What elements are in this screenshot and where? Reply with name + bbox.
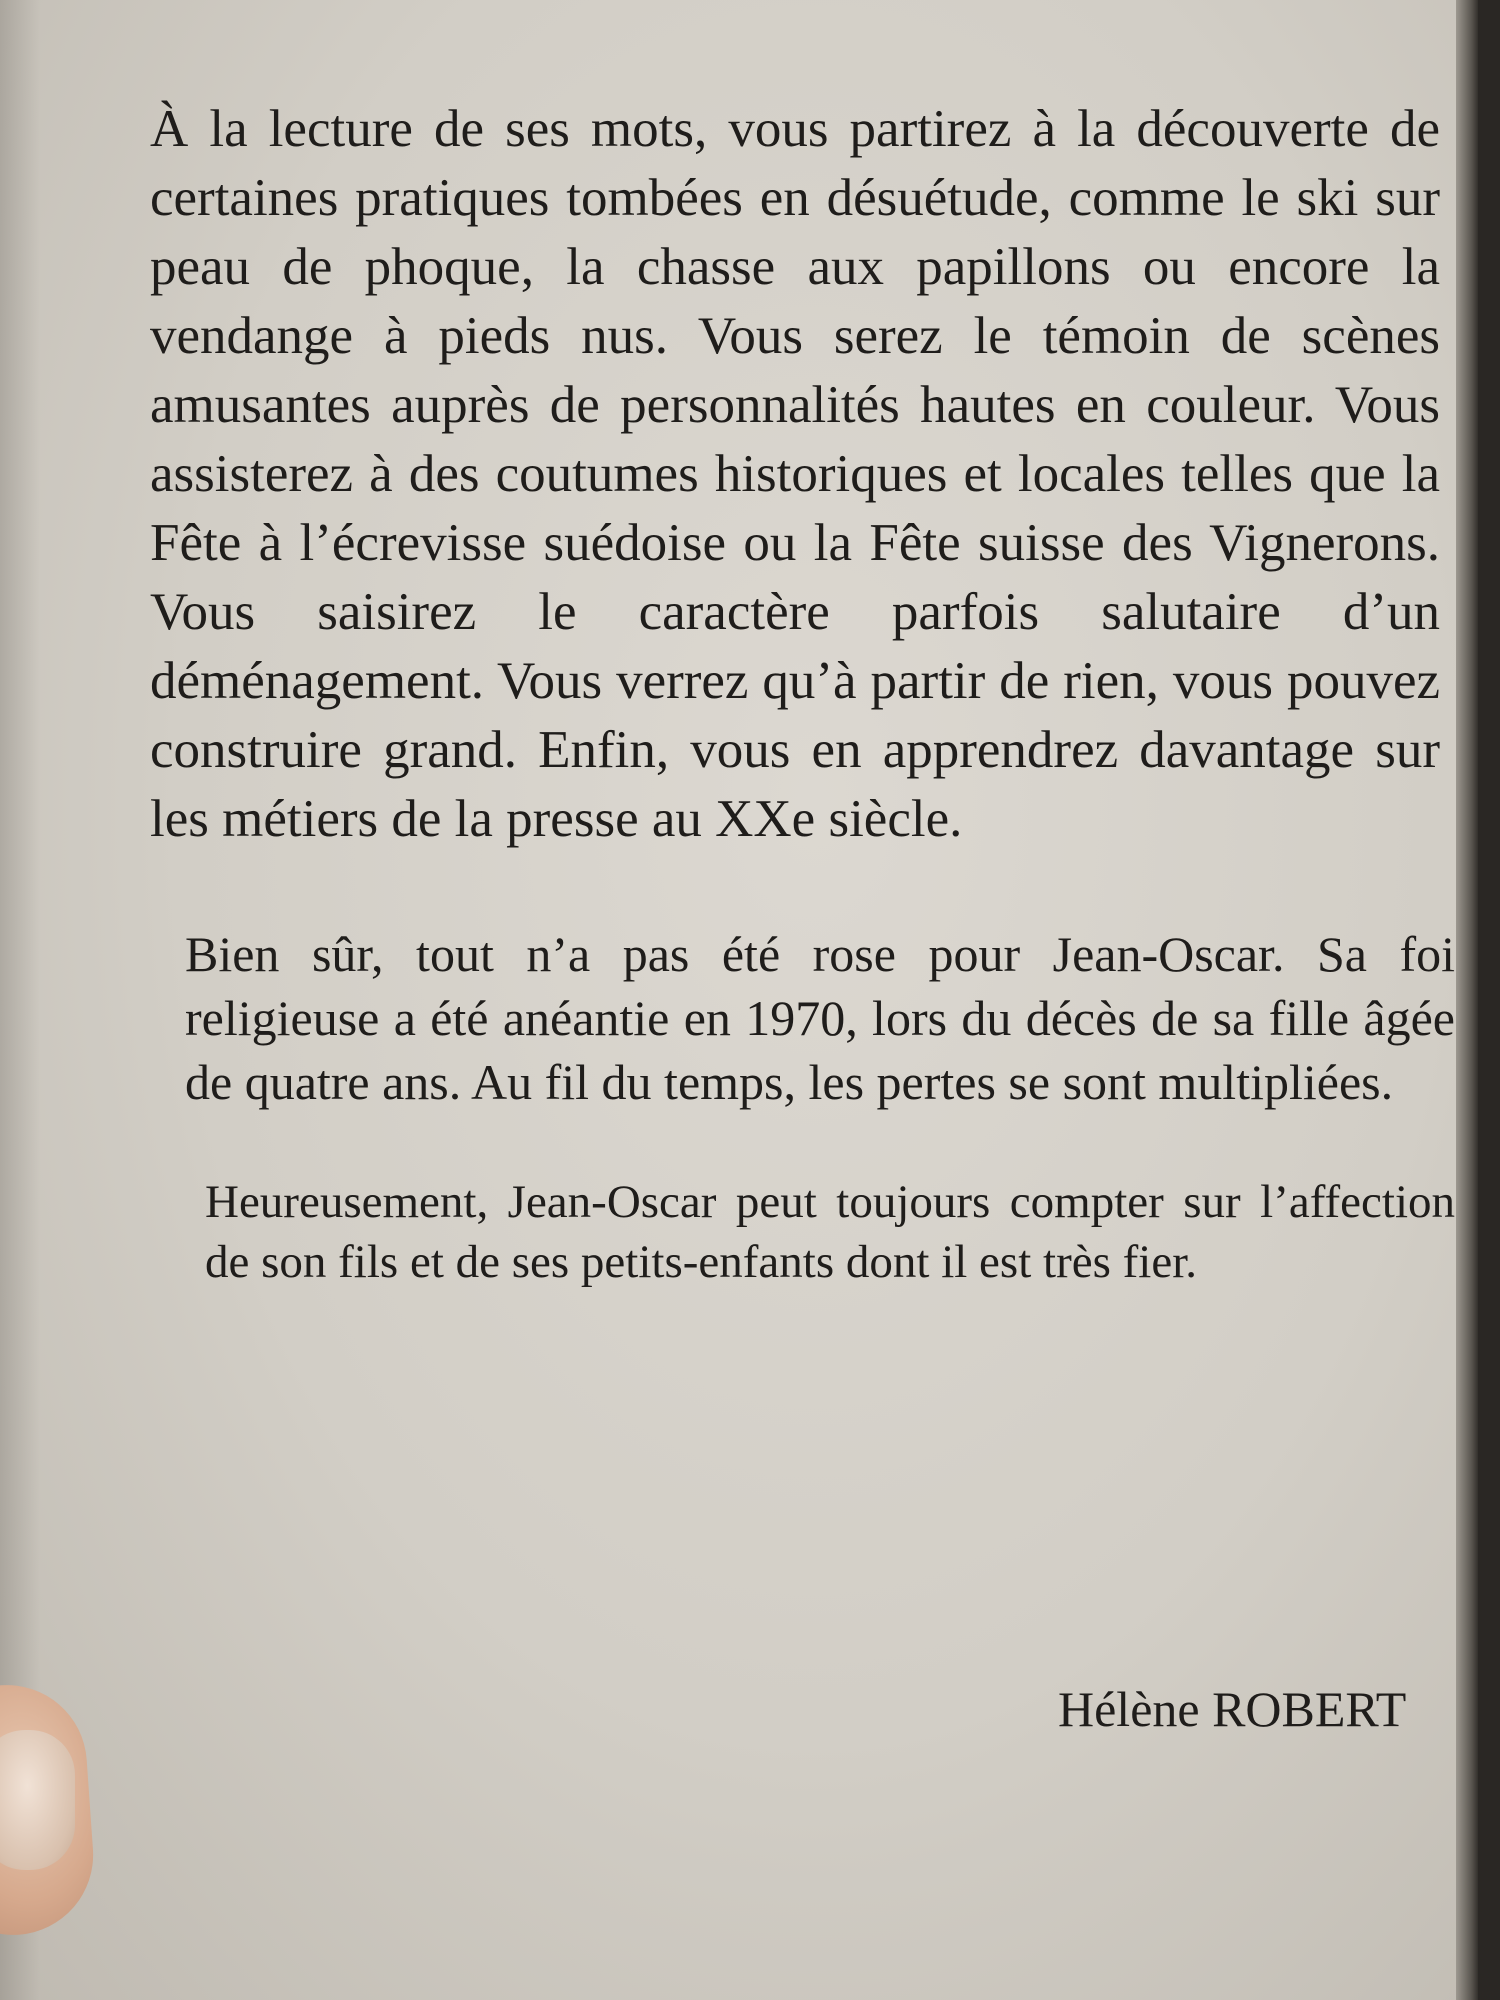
thumbnail-fingernail (0, 1730, 75, 1870)
paragraph-3: Heureusement, Jean-Oscar peut toujours compter sur l’affection de son fils et de ses petits-enfants dont il est très fier. (205, 1176, 1455, 1288)
page-edge (1456, 0, 1478, 2000)
paragraph-1: À la lecture de ses mots, vous partirez à la découverte de certaines pratiques tombées en désuétude, comme le ski sur peau de phoque, la chasse aux papillons ou encore la vendange à pieds nus. Vous serez le témoin de scènes amusantes auprès de personnalités hautes en couleur. Vous assisterez à des coutumes historiques et locales telles que la Fête à l’écrevisse suédoise ou la Fête suisse des Vignerons. Vous saisirez le caractère parfois salutaire d’un déménagement. Vous verrez qu’à partir de rien, vous pouvez construire grand. Enfin, vous en apprendrez davantage sur les métiers de la presse au XXe siècle. (150, 100, 1440, 848)
author-signature: Hélène ROBERT (1058, 1681, 1407, 1737)
body-text (150, 95, 1455, 1292)
paragraph-2: Bien sûr, tout n’a pas été rose pour Jean-Oscar. Sa foi religieuse a été anéantie en 1970, lors du décès de sa fille âgée de quatre ans. Au fil du temps, les pertes se sont multipliées. (185, 926, 1455, 1110)
